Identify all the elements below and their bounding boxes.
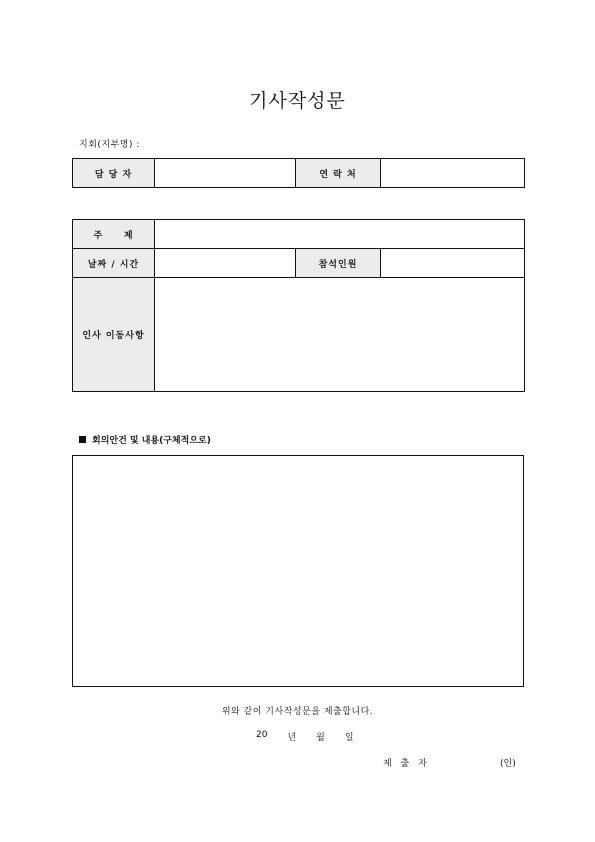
agenda-heading bbox=[79, 433, 211, 446]
square-bullet-icon bbox=[79, 436, 86, 443]
day-unit: 일 bbox=[344, 733, 354, 743]
document-title: 기사작성문 bbox=[249, 90, 346, 112]
attendees-label: 참석인원 bbox=[296, 249, 381, 278]
manager-field[interactable] bbox=[155, 159, 296, 188]
attendees-field[interactable] bbox=[381, 249, 525, 278]
manager-label: 담 당 자 bbox=[73, 159, 155, 188]
subject-label: 주 제 bbox=[73, 220, 155, 249]
agenda-heading-text: 회의안건 및 내용(구체적으로) bbox=[92, 436, 211, 446]
meeting-table bbox=[72, 219, 525, 392]
personnel-field[interactable] bbox=[155, 278, 525, 392]
year-prefix: 20 bbox=[256, 730, 268, 740]
datetime-field[interactable] bbox=[155, 249, 296, 278]
contact-table bbox=[72, 158, 525, 188]
agenda-content-box[interactable] bbox=[72, 455, 524, 687]
contact-field[interactable] bbox=[381, 159, 525, 188]
year-unit: 년 bbox=[287, 733, 297, 743]
personnel-label: 인사 이동사항 bbox=[73, 278, 155, 392]
branch-label: 지회(지부명) : bbox=[79, 140, 140, 150]
datetime-label: 날짜 / 시간 bbox=[73, 249, 155, 278]
submitter-label: 제 출 자 bbox=[383, 759, 430, 769]
seal-label: (인) bbox=[500, 759, 516, 769]
subject-field[interactable] bbox=[155, 220, 525, 249]
date-line bbox=[256, 730, 354, 743]
submission-statement: 위와 같이 기사작성문을 제출합니다. bbox=[221, 707, 374, 717]
month-unit: 월 bbox=[316, 733, 325, 743]
contact-label: 연 락 처 bbox=[296, 159, 381, 188]
